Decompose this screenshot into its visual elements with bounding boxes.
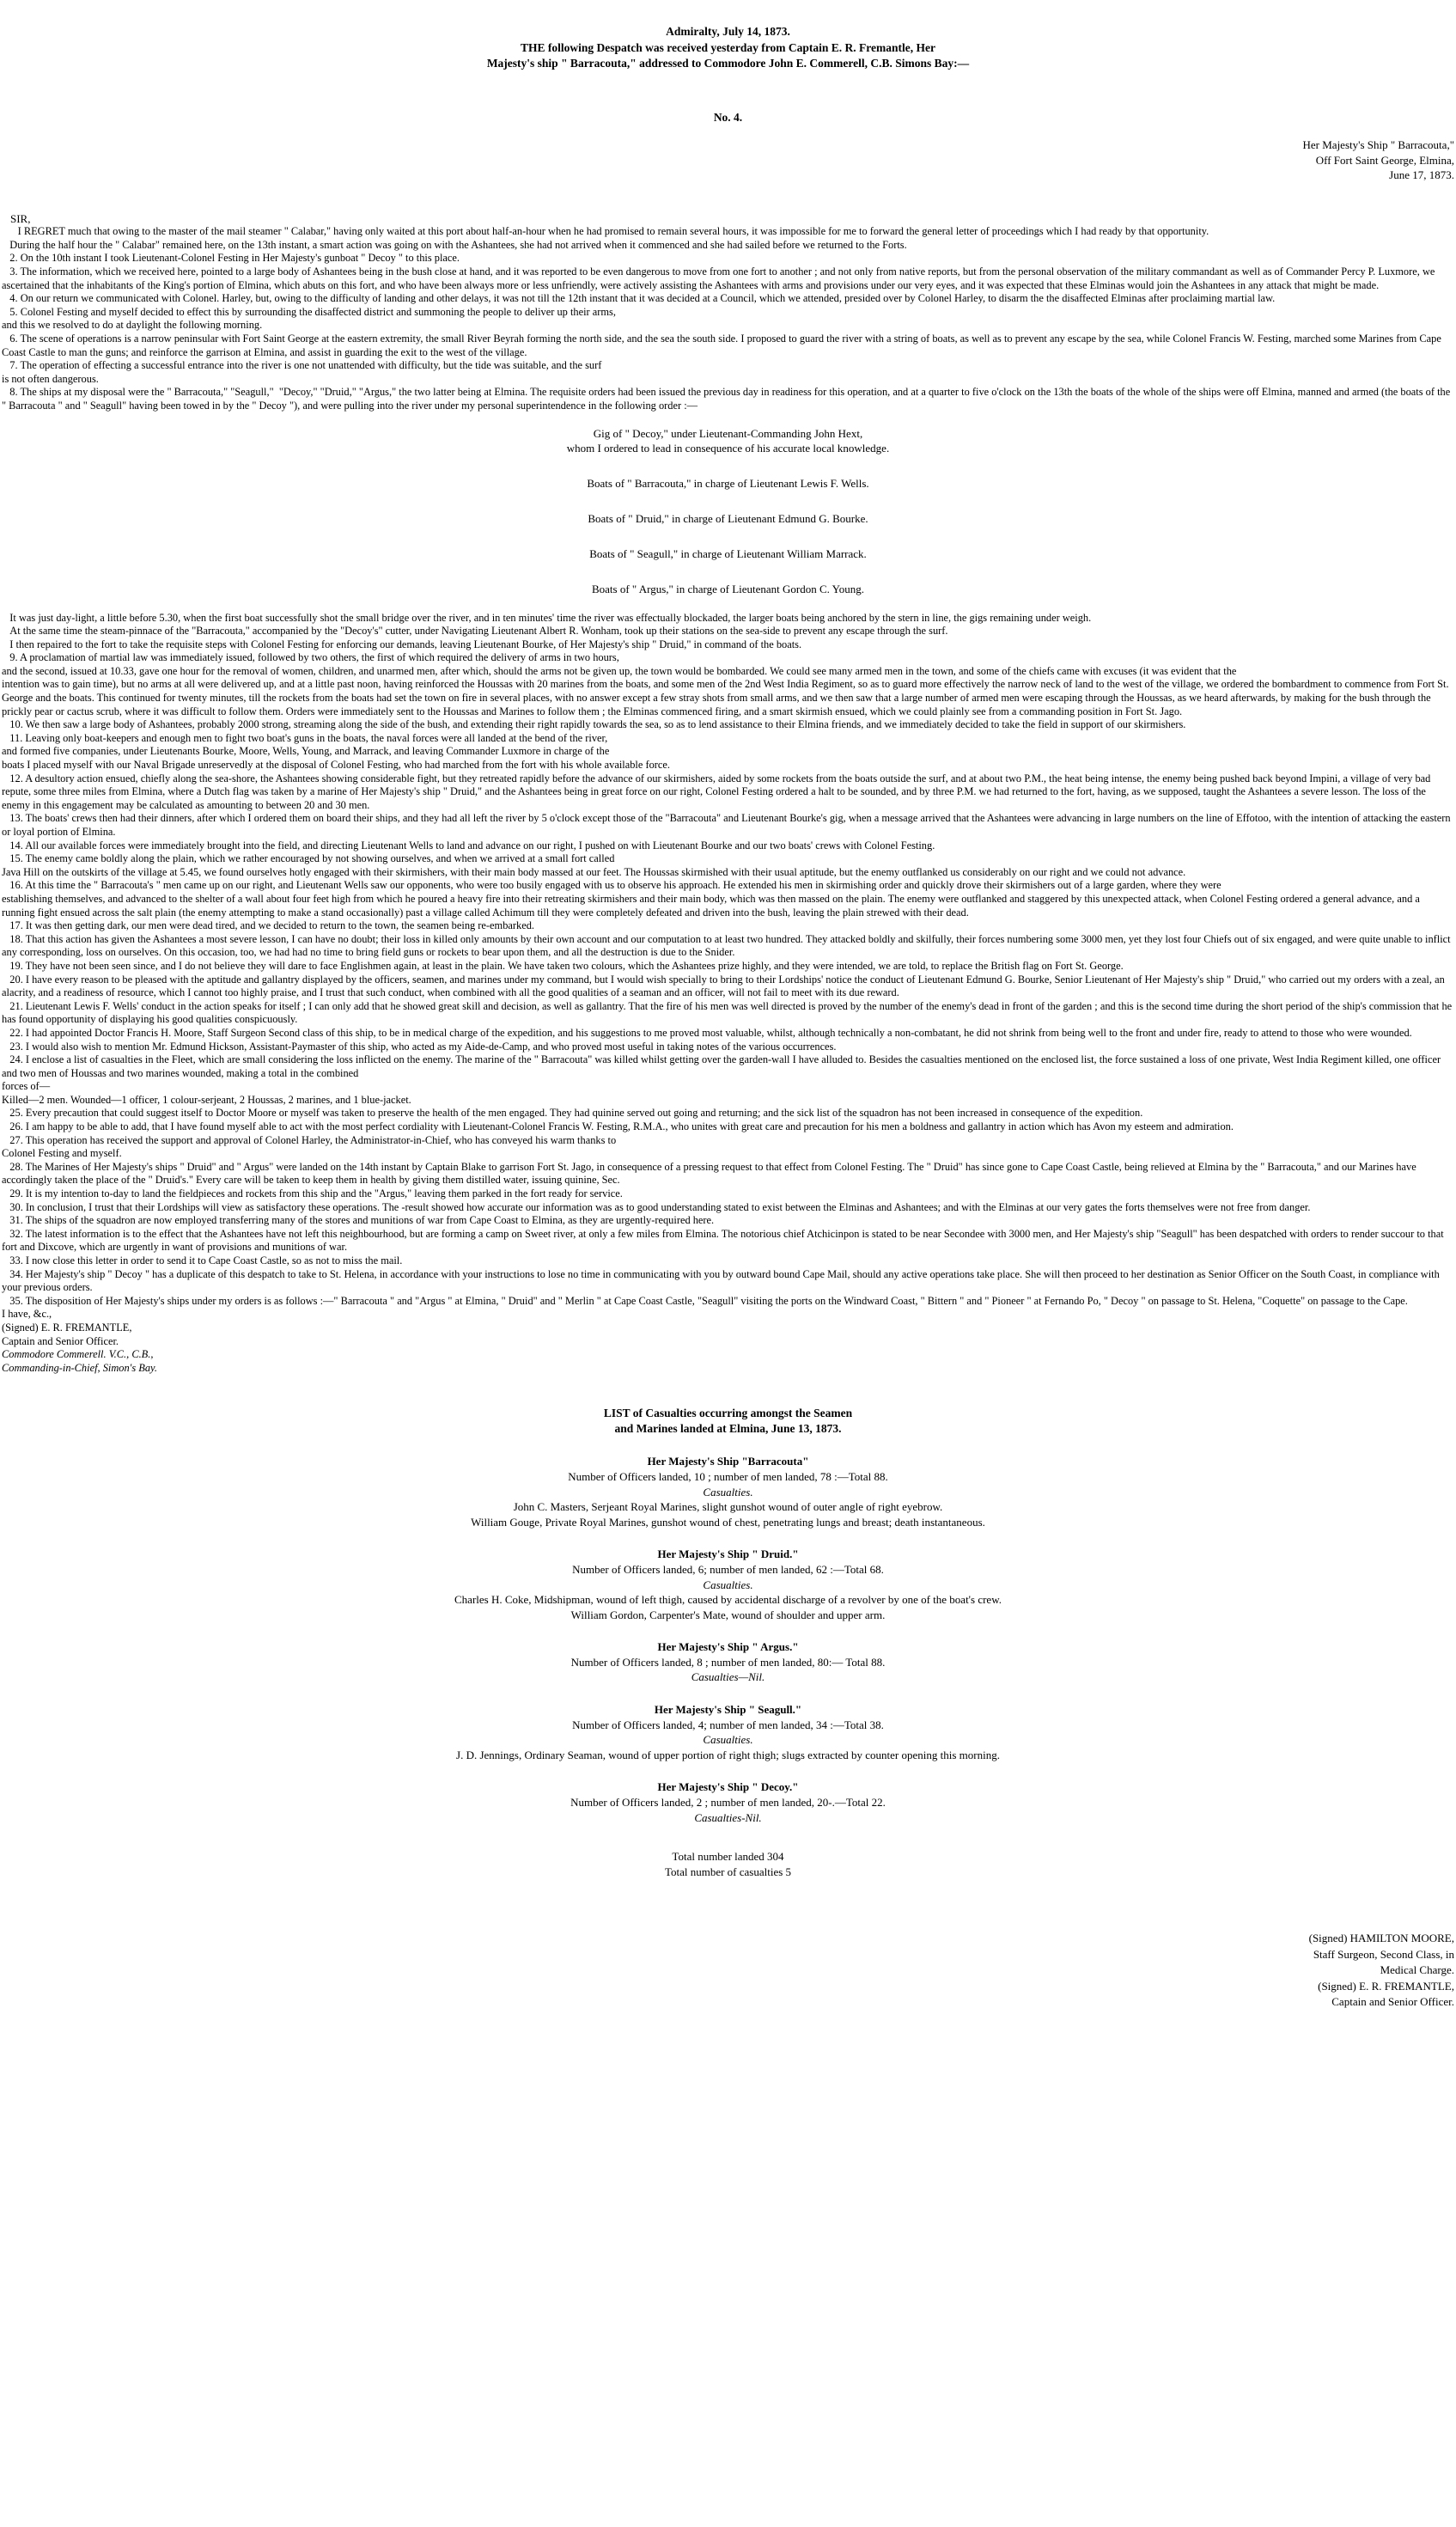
dispatch-number: No. 4.	[713, 110, 743, 124]
paragraph: 11. Leaving only boat-keepers and enough men to fight two boat's guns in the boats, the naval forces were all landed at the bend of the river,	[2, 731, 608, 744]
paragraph: 35. The disposition of Her Majesty's ships under my orders is as follows :—" Barracouta " and "Argus " at Elmina, " Druid" and " Merlin " at Cape Coast Castle, "Seagull" visiting the ports on the Windward Coast, " Bittern " and " Pioneer " at Fernando Po, " Decoy " on passage to St. Helena, "Coquette" on passage to the Cape.	[2, 1294, 1408, 1307]
paragraph: I REGRET much that owing to the master of the mail steamer " Calabar," having only waited at this port about half-an-hour when he had promised to remain several hours, it was impossible for me to forward the general letter of proceedings which I had ready by that opportunity.	[2, 225, 1209, 238]
address-location: Off Fort Saint George, Elmina,	[1315, 153, 1454, 167]
paragraph: 2. On the 10th instant I took Lieutenant-Colonel Festing in Her Majesty's gunboat " Decoy " to this place.	[2, 252, 460, 265]
casualty-heading: Casualties.	[703, 1733, 753, 1747]
heading-line-intro: THE following Despatch was received yesterday from Captain E. R. Fremantle, Her	[521, 40, 935, 54]
body-paragraphs-part-1	[0, 225, 1456, 412]
boat-entry: Boats of " Barracouta," in charge of Lieutenant Lewis F. Wells.	[587, 476, 869, 490]
paragraph: 3. The information, which we received here, pointed to a large body of Ashantees being in the bush close at hand, and it was reported to be even dangerous to move from one fort to another ; and not only from native reports, but from the personal observation of the military commandant as well as of Commander Percy P. Luxmore, we ascertained that the inhabitants of the King's portion of Elmina, which abuts on this fort, and who have been always more or less unfriendly, were actively assisting the Ashantees with arms and provisions under our very eyes, and it was expected that these Elminas would join the Ashantees in any attack that might be made.	[2, 265, 1438, 291]
casualty-heading: Casualties.	[703, 1485, 753, 1498]
paragraph: 33. I now close this letter in order to send it to Cape Coast Castle, so as not to miss the mail.	[2, 1254, 403, 1267]
ship-counts: Number of Officers landed, 4; number of men landed, 34 :—Total 38.	[572, 1718, 884, 1731]
signature-fremantle-rank: Captain and Senior Officer.	[1331, 1995, 1454, 2009]
paragraph: It was just day-light, a little before 5.30, when the first boat successfully shot the small bridge over the river, and in ten minutes' time the river was effectually blockaded, the larger boats being anchored by the stern in line, the gigs remaining under weigh.	[2, 611, 1092, 624]
paragraph: 18. That this action has given the Ashantees a most severe lesson, I can have no doubt; their loss in killed only amounts by their own account and our computation to at least two hundred. They attacked boldly and skilfully, their forces numbering some 3000 men, yet they lost four Chiefs out of six engaged, and were quite unable to inflict any corresponding, loss on ourselves. On this occasion, too, we had had no time to bring field guns or rockets to bear upon them, and all the destruction is due to the Snider.	[2, 932, 1453, 959]
paragraph: forces of—	[2, 1080, 51, 1093]
paragraph: 17. It was then getting dark, our men were dead tired, and we decided to return to the town, the seamen being re-embarked.	[2, 919, 535, 932]
paragraph: During the half hour the " Calabar" remained here, on the 13th instant, a smart action was going on with the Ashantees, she had not arrived when it commenced and she had sailed before we returned to the Forts.	[2, 238, 907, 251]
paragraph: 8. The ships at my disposal were the " Barracouta," "Seagull," "Decoy," "Druid," "Argus," the two latter being at Elmina. The requisite orders had been issued the previous day in readiness for this operation, and at a quarter to five o'clock on the 13th the boats of the whole of the ships were off Elmina, manned and armed (the boats of the " Barracouta " and " Seagull" having been towed in by the " Decoy "), and were pulling into the river under my personal superintendence in the following order :—	[2, 386, 1453, 412]
ship-casualty-block	[0, 1454, 1456, 1529]
paragraph: I then repaired to the fort to take the requisite steps with Colonel Festing for enforcing our demands, leaving Lieutenant Bourke, of Her Majesty's ship " Druid," in command of the boats.	[2, 638, 802, 650]
address-date: June 17, 1873.	[1389, 168, 1454, 182]
paragraph: 22. I had appointed Doctor Francis H. Moore, Staff Surgeon Second class of this ship, to be in medical charge of the expedition, and his suggestions to me proved most valuable, whilst, although technically a non-combatant, he did not shrink from being well to the front and under fire, ready to attend to those who were wounded.	[2, 1026, 1412, 1039]
ship-counts: Number of Officers landed, 10 ; number of men landed, 78 :—Total 88.	[568, 1469, 888, 1483]
paragraph: boats I placed myself with our Naval Brigade unreservedly at the disposal of Colonel Festing, who had marched from the fort with his whole available force.	[2, 759, 670, 772]
paragraph: 19. They have not been seen since, and I do not believe they will dare to face Englishmen again, at least in the plain. We have taken two colours, which the Ashantees prize highly, and they were intended, we are told, to replace the British flag on Fort St. George.	[2, 959, 1124, 972]
paragraph: 5. Colonel Festing and myself decided to effect this by surrounding the disaffected district and summoning the people to deliver up their arms,	[2, 305, 616, 318]
signature-moore-charge: Medical Charge.	[1380, 1963, 1454, 1977]
ship-counts: Number of Officers landed, 2 ; number of men landed, 20-.—Total 22.	[570, 1796, 886, 1810]
boat-entry: Boats of " Seagull," in charge of Lieutenant William Marrack.	[589, 546, 867, 560]
casualty-entry: William Gouge, Private Royal Marines, gunshot wound of chest, penetrating lungs and breast; death instantaneous.	[471, 1515, 985, 1529]
casualty-heading: Casualties-Nil.	[694, 1810, 762, 1824]
address-ship: Her Majesty's Ship " Barracouta,"	[1302, 138, 1454, 152]
paragraph: and formed five companies, under Lieutenants Bourke, Moore, Wells, Young, and Marrack, and leaving Commander Luxmore in charge of the	[2, 745, 610, 758]
paragraph: Java Hill on the outskirts of the village at 5.45, we found ourselves hotly engaged with their skirmishers, with their main body massed at our feet. The Houssas skirmished with their usual aptitude, but the enemy outflanked us considerably on our right and we could not advance.	[2, 865, 1186, 878]
boat-entry: Boats of " Druid," in charge of Lieutenant Edmund G. Bourke.	[588, 511, 868, 525]
final-signatures	[0, 1931, 1456, 2011]
ship-name: Her Majesty's Ship " Seagull."	[654, 1703, 802, 1717]
paragraph: 7. The operation of effecting a successful entrance into the river is one not unattended with difficulty, but the tide was suitable, and the surf	[2, 359, 602, 372]
closing-addressee-title: Commanding-in-Chief, Simon's Bay.	[2, 1361, 157, 1374]
casualty-list-subtitle: and Marines landed at Elmina, June 13, 1873.	[614, 1422, 842, 1436]
paragraph: 14. All our available forces were immediately brought into the field, and directing Lieutenant Wells to land and advance on our right, I pushed on with Lieutenant Bourke and our two boats' crews with Colonel Festing.	[2, 839, 935, 851]
ship-casualty-block	[0, 1779, 1456, 1825]
dispatch-document	[0, 24, 1456, 2011]
paragraph: Killed—2 men. Wounded—1 officer, 1 colour-serjeant, 2 Houssas, 2 marines, and 1 blue-jacket.	[2, 1093, 411, 1106]
signature-moore: (Signed) HAMILTON MOORE,	[1308, 1932, 1454, 1945]
ship-casualty-block	[0, 1702, 1456, 1762]
casualty-ships	[0, 1454, 1456, 1825]
paragraph: 4. On our return we communicated with Colonel. Harley, but, owing to the difficulty of landing and other delays, it was not till the 12th instant that it was decided at a Council, which we attended, presided over by Colonel Harley, to disarm the the disaffected Elminas after proclaiming martial law.	[2, 292, 1276, 305]
sender-address	[0, 137, 1456, 183]
paragraph: 23. I would also wish to mention Mr. Edmund Hickson, Assistant-Paymaster of this ship, who acted as my Aide-de-Camp, and who proved most useful in taking notes of the various occurrences.	[2, 1040, 837, 1053]
paragraph: 6. The scene of operations is a narrow peninsular with Fort Saint George at the eastern extremity, the small River Beyrah forming the north side, and the sea the south side. I proposed to guard the river with a string of boats, as well as to prevent any escape by the sea, while Colonel Francis W. Festing, marched some Marines from Cape Coast Castle to man the guns; and reinforce the garrison at Elmina, and assist in guarding the exit to the west of the village.	[2, 332, 1444, 358]
paragraph: 28. The Marines of Her Majesty's ships " Druid" and " Argus" were landed on the 14th instant by Captain Blake to garrison Fort St. Jago, in consequence of a pressing request to that effect from Colonel Festing. The " Druid" has since gone to Cape Coast Castle, being relieved at Elmina by the " Barracouta," and our Marines have accordingly taken the place of the " Druid's." Every care will be taken to keep them in health by giving them distilled water, issuing quinine, Sec.	[2, 1160, 1419, 1187]
paragraph: 25. Every precaution that could suggest itself to Doctor Moore or myself was taken to preserve the health of the men engaged. They had quinine served out going and returning; and the sick list of the squadron has not been increased in consequence of the expedition.	[2, 1107, 1143, 1120]
casualty-entry: William Gordon, Carpenter's Mate, wound of shoulder and upper arm.	[570, 1608, 886, 1621]
paragraph: 15. The enemy came boldly along the plain, which we rather encouraged by not showing ourselves, and when we arrived at a small fort called	[2, 852, 615, 865]
ship-casualty-block	[0, 1639, 1456, 1685]
signature-fremantle: (Signed) E. R. FREMANTLE,	[1318, 1979, 1454, 1993]
heading-line-date: Admiralty, July 14, 1873.	[666, 25, 790, 38]
salutation: SIR,	[10, 211, 31, 225]
paragraph: 30. In conclusion, I trust that their Lordships will view as satisfactory these operations. The -result showed how accurate our information was as to good understanding stated to exist between the Elminas and Ashantees; and with the Elminas at our very gates the forts themselves were not free from danger.	[2, 1200, 1311, 1213]
closing-addressee: Commodore Commerell. V.C., C.B.,	[2, 1348, 154, 1361]
total-landed: Total number landed 304	[672, 1850, 784, 1864]
paragraph: establishing themselves, and advanced to the shelter of a wall about four feet high from which he poured a heavy fire into their retreating skirmishers and their main body, which was then massed on the plain. The enemy were outflanked and staggered by this unexpected attack, when Colonel Festing ordered a general advance, and a running fight ensued across the salt plain (the enemy attempting to make a stand occasionally) past a village called Achimum till they were completely defeated and driven into the bush, leaving the plain strewed with their dead.	[2, 892, 1422, 919]
casualty-totals	[0, 1849, 1456, 1879]
ship-name: Her Majesty's Ship " Argus."	[657, 1640, 799, 1654]
paragraph: 34. Her Majesty's ship " Decoy " has a duplicate of this despatch to take to St. Helena, in accordance with your instructions to lose no time in communicating with you by outward bound Cape Mail, should any active operations take place. She will then proceed to her destination as Senior Officer on the South Coast, in compliance with your previous orders.	[2, 1267, 1442, 1294]
paragraph: 29. It is my intention to-day to land the fieldpieces and rockets from this ship and the "Argus," leaving them parked in the fort ready for service.	[2, 1187, 623, 1200]
paragraph: 20. I have every reason to be pleased with the aptitude and gallantry displayed by the officers, seamen, and marines under my command, but I would wish specially to bring to their Lordships' notice the conduct of Lieutenant Edmund G. Bourke, Senior Lieutenant of Her Majesty's ship " Druid," who carried out my orders with a zeal, an alacrity, and a readiness of resource, which I cannot too highly praise, and I trust that such conduct, when combined with all the good qualities of a seaman and an officer, will not fail to meet with its due reward.	[2, 973, 1447, 999]
closing-courtesy: I have, &c.,	[2, 1308, 52, 1321]
paragraph: and this we resolved to do at daylight the following morning.	[2, 319, 263, 332]
ship-counts: Number of Officers landed, 8 ; number of men landed, 80:— Total 88.	[570, 1655, 886, 1669]
casualty-entry: Charles H. Coke, Midshipman, wound of left thigh, caused by accidental discharge of a revolver by one of the boat's crew.	[454, 1593, 1002, 1607]
paragraph: 21. Lieutenant Lewis F. Wells' conduct in the action speaks for itself ; I can only add that he showed great skill and decision, as well as gallantry. That the fire of his men was well directed is proved by the number of the enemy's dead in front of the garden ; and this is the second time during the short period of the ship's commission that he has found opportunity of displaying his good qualities conspicuously.	[2, 999, 1455, 1026]
casualty-heading: Casualties.	[703, 1578, 753, 1591]
paragraph: 26. I am happy to be able to add, that I have found myself able to act with the most perfect cordiality with Lieutenant-Colonel Francis W. Festing, R.M.A., who unites with great care and precaution for his men a boldness and gallantry in action which has Avon my esteem and admiration.	[2, 1120, 1234, 1133]
despatch-closing	[0, 1308, 1456, 1375]
ship-name: Her Majesty's Ship " Druid."	[657, 1547, 799, 1561]
paragraph: 10. We then saw a large body of Ashantees, probably 2000 strong, streaming along the side of the bush, and extending their right rapidly towards the sea, so as to lend assistance to their Elmina friends, and we immediately decided to take the field in support of our skirmishers.	[2, 718, 1186, 731]
ship-counts: Number of Officers landed, 6; number of men landed, 62 :—Total 68.	[572, 1562, 884, 1576]
boat-entry: Gig of " Decoy," under Lieutenant-Commanding John Hext,	[593, 426, 863, 440]
paragraph: 27. This operation has received the support and approval of Colonel Harley, the Administrator-in-Chief, who has conveyed his warm thanks to	[2, 1133, 617, 1146]
dispatch-heading	[0, 24, 1456, 72]
casualty-entry: J. D. Jennings, Ordinary Seaman, wound of upper portion of right thigh; slugs extracted by counter opening this morning.	[456, 1748, 1000, 1761]
signature-moore-rank: Staff Surgeon, Second Class, in	[1313, 1947, 1454, 1961]
casualty-heading: Casualties—Nil.	[691, 1670, 765, 1684]
body-paragraphs-part-2	[0, 612, 1456, 1309]
ship-casualty-block	[0, 1547, 1456, 1622]
paragraph: 16. At this time the " Barracouta's " men came up on our right, and Lieutenant Wells saw our opponents, who were too busily engaged with us to observe his approach. He extended his men in skirmishing order and quickly drove their skirmishers out of a large garden, where they were	[2, 879, 1221, 892]
paragraph: 24. I enclose a list of casualties in the Fleet, which are small considering the loss inflicted on the enemy. The marine of the " Barracouta" was killed whilst getting over the garden-wall I have alluded to. Besides the casualties mentioned on the enclosed list, the force sustained a loss of one private, West India Regiment killed, one officer and two men of Houssas and two marines wounded, making a total in the combined	[2, 1053, 1444, 1079]
paragraph: 12. A desultory action ensued, chiefly along the sea-shore, the Ashantees showing considerable fight, but they retreated rapidly before the advance of our skirmishers, aided by some rockets from the boats outside the surf, and at about two P.M., the heat being intense, the enemy being pushed back beyond Impini, a village of very bad repute, some three miles from Elmina, where a Dutch flag was taken by a marine of Her Majesty's ship " Druid," and the Ashantees being in great force on our right, Colonel Festing ordered a halt to be sounded, and by three P.M. we had returned to the fort, having, as we supposed, taught the Ashantees a severe lesson. The loss of the enemy in this engagement may be calculated as amounting to between 20 and 30 men.	[2, 772, 1434, 811]
ship-name: Her Majesty's Ship " Decoy."	[657, 1780, 799, 1794]
paragraph: 13. The boats' crews then had their dinners, after which I ordered them on board their ships, and they had all left the river by 5 o'clock except those of the "Barracouta" and Lieutenant Bourke's gig, when a message arrived that the Ashantees were advancing in large numbers on the line of Effotoo, with the intention of attacking the eastern or loyal portion of Elmina.	[2, 812, 1453, 838]
boat-order-list	[0, 426, 1456, 596]
paragraph: is not often dangerous.	[2, 372, 99, 385]
paragraph: intention was to gain time), but no arms at all were delivered up, and at a little past noon, having reinforced the Houssas with 20 marines from the boats, and some men of the 2nd West India Regiment, so as to guard more effectively the narrow neck of land to the west of the village, we ordered the bombardment to commence from Fort St. George and the boats. This continued for twenty minutes, till the rockets from the boats had set the town on fire in several places, with no answer except a few stray shots from small arms, and we then saw that a large number of armed men were escaping through the Houssas, as we heard afterwards, by making for the bush through the prickly pear or cactus scrub, where it was difficult to follow them. Orders were immediately sent to the Houssas and Marines to follow them ; the Elminas commenced firing, and a smart skirmish ensued, which we could plainly see from a commanding position in Fort St. Jago.	[2, 678, 1452, 717]
closing-signed: (Signed) E. R. FREMANTLE,	[2, 1321, 132, 1334]
paragraph: 9. A proclamation of martial law was immediately issued, followed by two others, the first of which required the delivery of arms in two hours,	[2, 651, 619, 664]
closing-rank: Captain and Senior Officer.	[2, 1334, 119, 1347]
heading-line-addressee: Majesty's ship " Barracouta," addressed to Commodore John E. Commerell, C.B. Simons Bay:—	[486, 57, 970, 70]
paragraph: Colonel Festing and myself.	[2, 1147, 122, 1160]
casualty-list	[0, 1406, 1456, 1879]
boat-entry: whom I ordered to lead in consequence of his accurate local knowledge.	[566, 441, 890, 455]
paragraph: 32. The latest information is to the effect that the Ashantees have not left this neighbourhood, but are forming a camp on Sweet river, at only a few miles from Elmina. The notorious chief Atchicinpon is stated to be near Secondee with 3000 men, and Her Majesty's ship "Seagull" has been despatched with orders to render succour to that fort and Dixcove, which are urgently in want of provisions and munitions of war.	[2, 1227, 1447, 1254]
ship-name: Her Majesty's Ship "Barracouta"	[647, 1455, 809, 1468]
casualty-entry: John C. Masters, Serjeant Royal Marines, slight gunshot wound of outer angle of right eyebrow.	[513, 1500, 943, 1514]
boat-entry: Boats of " Argus," in charge of Lieutenant Gordon C. Young.	[591, 582, 865, 595]
paragraph: At the same time the steam-pinnace of the "Barracouta," accompanied by the "Decoy's" cutter, under Navigating Lieutenant Albert R. Wonham, took up their stations on the sea-side to prevent any escape through the surf.	[2, 625, 948, 638]
paragraph: and the second, issued at 10.33, gave one hour for the removal of women, children, and unarmed men, after which, should the arms not be given up, the town would be bombarded. We could see many armed men in the town, and some of the chiefs came with excuses (it was evident that the	[2, 664, 1237, 677]
paragraph: 31. The ships of the squadron are now employed transferring many of the stores and munitions of war from Cape Coast to Elmina, as they are urgently-required here.	[2, 1214, 715, 1227]
casualty-list-title: LIST of Casualties occurring amongst the Seamen	[603, 1407, 853, 1420]
total-casualties: Total number of casualties 5	[664, 1865, 792, 1878]
